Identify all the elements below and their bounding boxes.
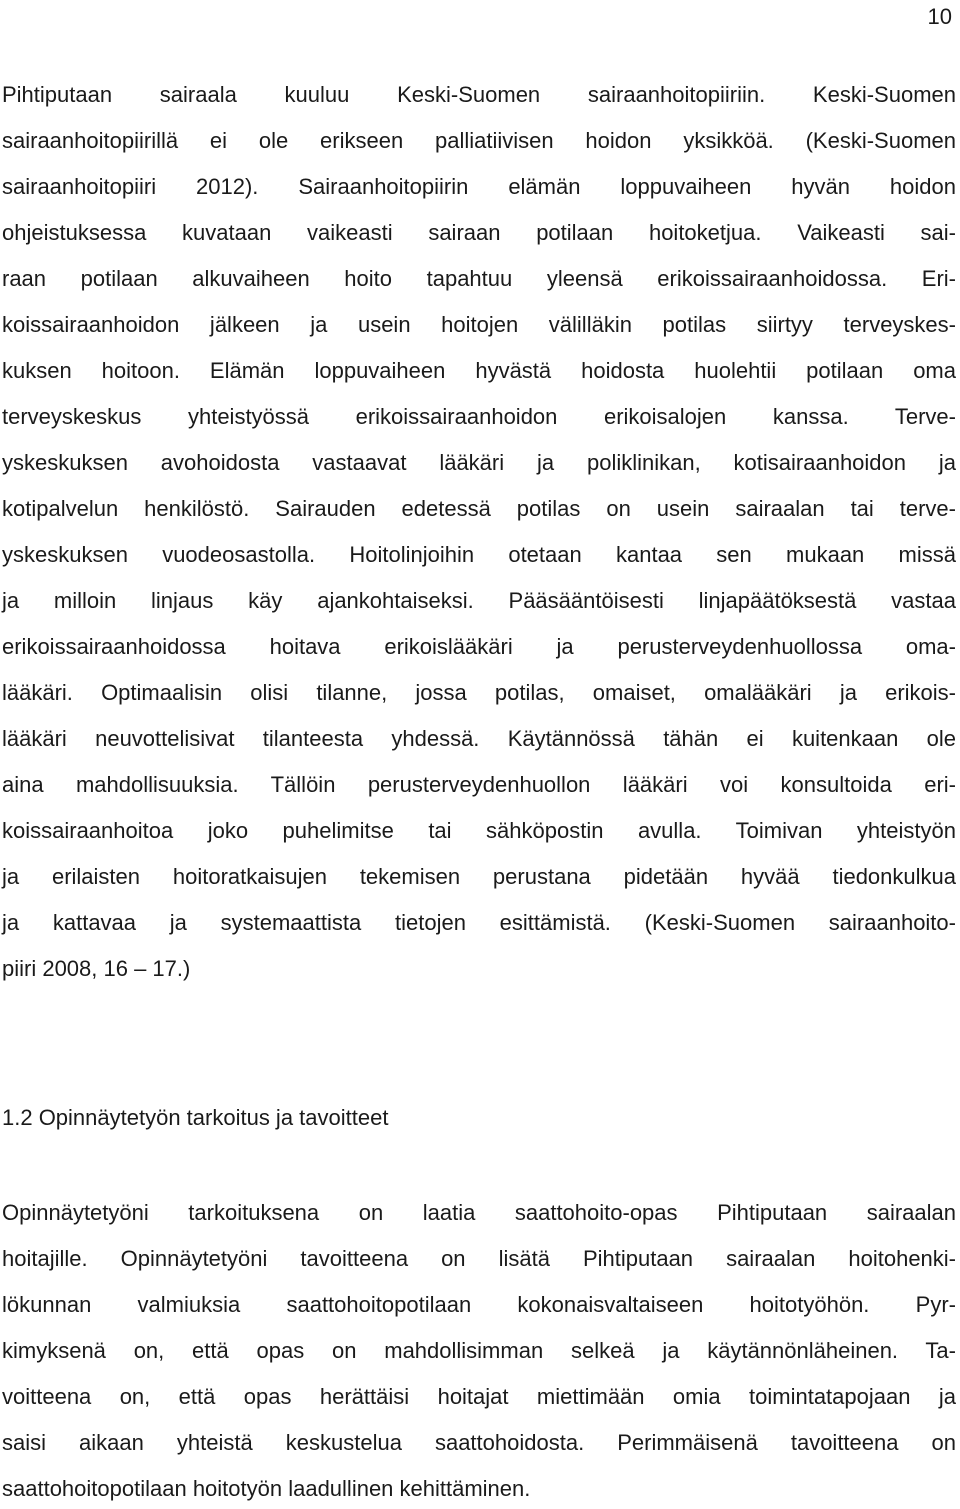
paragraph-line: koissairaanhoitoa joko puhelimitse tai sähköpostin avulla. Toimivan yhteistyön bbox=[2, 818, 956, 843]
section-heading: 1.2 Opinnäytetyön tarkoitus ja tavoitteet bbox=[2, 1105, 389, 1130]
paragraph-line: sairaanhoitopiirillä ei ole erikseen palliatiivisen hoidon yksikköä. (Keski-Suomen bbox=[2, 128, 956, 153]
paragraph-line: lääkäri neuvottelisivat tilanteesta yhdessä. Käytännössä tähän ei kuitenkaan ole bbox=[2, 726, 956, 751]
paragraph-line: piiri 2008, 16 – 17.) bbox=[2, 956, 191, 981]
paragraph-line: ja kattavaa ja systemaattista tietojen esittämistä. (Keski-Suomen sairaanhoito- bbox=[2, 910, 956, 935]
paragraph-line: raan potilaan alkuvaiheen hoito tapahtuu yleensä erikoissairaanhoidossa. Eri- bbox=[2, 266, 956, 291]
paragraph-line: yskeskuksen avohoidosta vastaavat lääkäri ja poliklinikan, kotisairaanhoidon ja bbox=[2, 450, 956, 475]
paragraph-line: kuksen hoitoon. Elämän loppuvaiheen hyvästä hoidosta huolehtii potilaan oma bbox=[2, 358, 956, 383]
paragraph-line: aina mahdollisuuksia. Tällöin perusterveydenhuollon lääkäri voi konsultoida eri- bbox=[2, 772, 956, 797]
paragraph-line: saisi aikaan yhteistä keskustelua saattohoidosta. Perimmäisenä tavoitteena on bbox=[2, 1430, 956, 1455]
paragraph-line: koissairaanhoidon jälkeen ja usein hoitojen välilläkin potilas siirtyy terveyskes- bbox=[2, 312, 956, 337]
paragraph-line: Opinnäytetyöni tarkoituksena on laatia saattohoito-opas Pihtiputaan sairaalan bbox=[2, 1200, 956, 1225]
paragraph-line: yskeskuksen vuodeosastolla. Hoitolinjoihin otetaan kantaa sen mukaan missä bbox=[2, 542, 956, 567]
paragraph-line: Pihtiputaan sairaala kuuluu Keski-Suomen sairaanhoitopiiriin. Keski-Suomen bbox=[2, 82, 956, 107]
paragraph-line: erikoissairaanhoidossa hoitava erikoislääkäri ja perusterveydenhuollossa oma- bbox=[2, 634, 956, 659]
page-number: 10 bbox=[927, 4, 952, 29]
paragraph-line: sairaanhoitopiiri 2012). Sairaanhoitopiirin elämän loppuvaiheen hyvän hoidon bbox=[2, 174, 956, 199]
paragraph-line: hoitajille. Opinnäytetyöni tavoitteena on lisätä Pihtiputaan sairaalan hoitohenki- bbox=[2, 1246, 956, 1271]
paragraph-line: saattohoitopotilaan hoitotyön laadullinen kehittäminen. bbox=[2, 1476, 531, 1501]
paragraph-line: kotipalvelun henkilöstö. Sairauden edetessä potilas on usein sairaalan tai terve- bbox=[2, 496, 956, 521]
paragraph-line: ohjeistuksessa kuvataan vaikeasti sairaan potilaan hoitoketjua. Vaikeasti sai- bbox=[2, 220, 956, 245]
paragraph-line: kimyksenä on, että opas on mahdollisimman selkeä ja käytännönläheinen. Ta- bbox=[2, 1338, 956, 1363]
paragraph-line: lökunnan valmiuksia saattohoitopotilaan kokonaisvaltaiseen hoitotyöhön. Pyr- bbox=[2, 1292, 956, 1317]
paragraph-line: terveyskeskus yhteistyössä erikoissairaanhoidon erikoisalojen kanssa. Terve- bbox=[2, 404, 956, 429]
paragraph-line: ja milloin linjaus käy ajankohtaiseksi. Pääsääntöisesti linjapäätöksestä vastaa bbox=[2, 588, 956, 613]
paragraph-line: lääkäri. Optimaalisin olisi tilanne, jossa potilas, omaiset, omalääkäri ja erikois- bbox=[2, 680, 956, 705]
paragraph-line: voitteena on, että opas herättäisi hoitajat miettimään omia toimintatapojaan ja bbox=[2, 1384, 956, 1409]
paragraph-line: ja erilaisten hoitoratkaisujen tekemisen perustana pidetään hyvää tiedonkulkua bbox=[2, 864, 956, 889]
